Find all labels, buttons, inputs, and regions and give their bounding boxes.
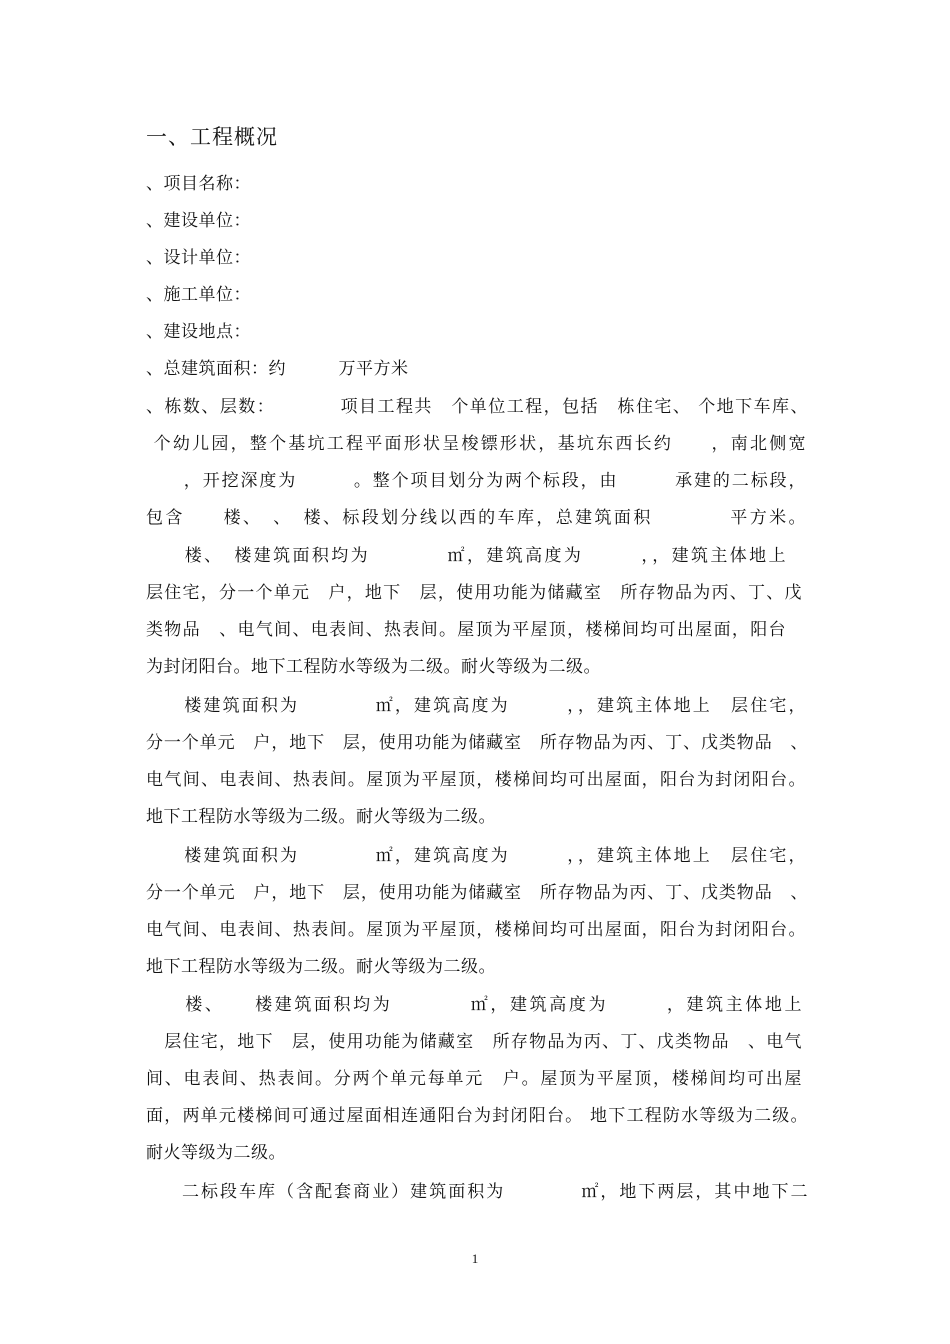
item-client: 、建设单位： bbox=[146, 211, 251, 231]
body-line: 耐火等级为二级。 bbox=[146, 1143, 286, 1163]
body-line: 电气间、电表间、热表间。屋顶为平屋顶，楼梯间均可出屋面，阳台为封闭阳台。 bbox=[146, 920, 806, 940]
section-heading: 一、工程概况 bbox=[146, 125, 278, 149]
body-line: 分一个单元 户，地下 层，使用功能为储藏室 所存物品为丙、丁、戊类物品 、 bbox=[146, 883, 808, 903]
body-line: 间、电表间、热表间。分两个单元每单元 户。屋顶为平屋顶，楼梯间均可出屋 bbox=[146, 1069, 802, 1089]
body-line: 面，两单元楼梯间可通过屋面相连通阳台为封闭阳台。 地下工程防水等级为二级。 bbox=[146, 1106, 808, 1126]
body-line: 、栋数、层数： 项目工程共 个单位工程，包括 栋住宅、 个地下车库、 bbox=[146, 397, 808, 417]
body-line: 分一个单元 户，地下 层，使用功能为储藏室 所存物品为丙、丁、戊类物品 、 bbox=[146, 733, 808, 753]
body-line: 个幼儿园，整个基坑工程平面形状呈梭镖形状，基坑东西长约 ，南北侧宽 bbox=[146, 434, 806, 454]
item-project-name: 、项目名称： bbox=[146, 174, 251, 194]
item-total-area: 、总建筑面积：约 万平方米 bbox=[146, 359, 409, 379]
body-line: 楼建筑面积为 ㎡，建筑高度为 ，，建筑主体地上 层住宅， bbox=[146, 846, 806, 866]
body-line: 二标段车库（含配套商业）建筑面积为 ㎡，地下两层，其中地下二 bbox=[182, 1182, 808, 1202]
body-line: 层住宅，地下 层，使用功能为储藏室 所存物品为丙、丁、戊类物品 、电气 bbox=[146, 1032, 802, 1052]
body-line: 包含 楼、 、 楼、标段划分线以西的车库，总建筑面积 平方米。 bbox=[146, 508, 806, 528]
body-line: 层住宅，分一个单元 户，地下 层，使用功能为储藏室 所存物品为丙、丁、戊 bbox=[146, 583, 802, 603]
body-line: 地下工程防水等级为二级。耐火等级为二级。 bbox=[146, 957, 496, 977]
body-line: 楼建筑面积为 ㎡，建筑高度为 ，，建筑主体地上 层住宅， bbox=[146, 696, 806, 716]
item-contractor: 、施工单位： bbox=[146, 285, 251, 305]
page-number: 1 bbox=[471, 1251, 479, 1266]
body-line: 楼、 楼建筑面积均为 ㎡，建筑高度为 ，建筑主体地上 bbox=[146, 995, 802, 1015]
item-location: 、建设地点： bbox=[146, 322, 251, 342]
item-designer: 、设计单位： bbox=[146, 248, 251, 268]
body-line: 地下工程防水等级为二级。耐火等级为二级。 bbox=[146, 807, 496, 827]
body-line: 为封闭阳台。地下工程防水等级为二级。耐火等级为二级。 bbox=[146, 657, 601, 677]
body-line: ，开挖深度为 。整个项目划分为两个标段，由 承建的二标段， bbox=[146, 471, 806, 491]
body-line: 类物品 、电气间、电表间、热表间。屋顶为平屋顶，楼梯间均可出屋面，阳台 bbox=[146, 620, 786, 640]
body-line: 电气间、电表间、热表间。屋顶为平屋顶，楼梯间均可出屋面，阳台为封闭阳台。 bbox=[146, 770, 806, 790]
body-line: 楼、 楼建筑面积均为 ㎡，建筑高度为 ，，建筑主体地上 bbox=[146, 546, 786, 566]
